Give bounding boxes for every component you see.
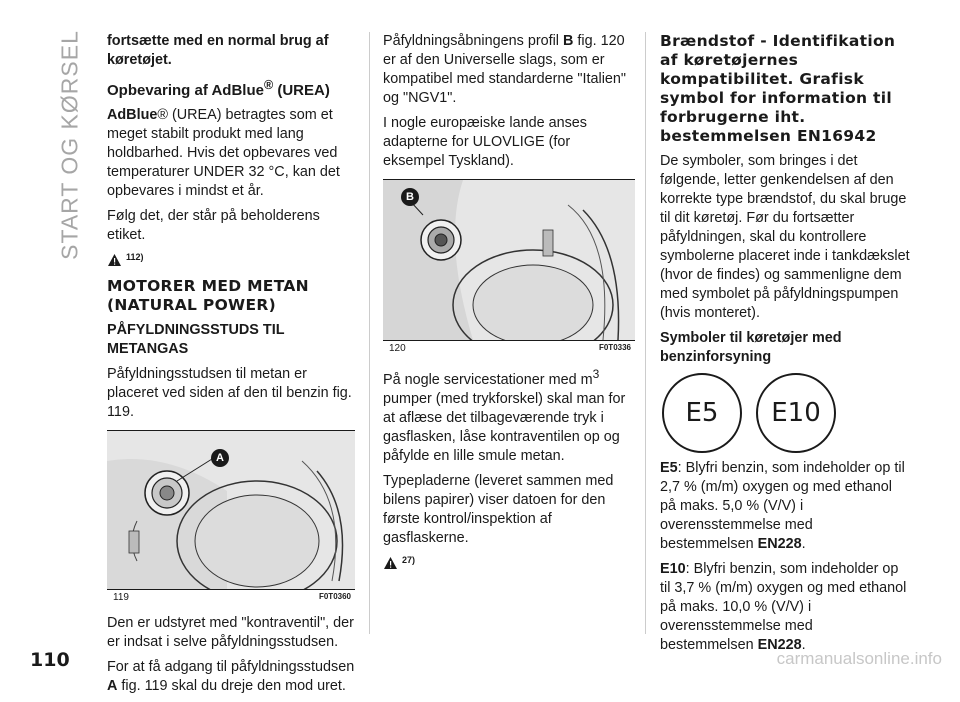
section-heading: MOTORER MED METAN (NATURAL POWER) bbox=[107, 277, 309, 314]
warning-reference bbox=[107, 251, 355, 267]
e5-symbol: E5 bbox=[662, 373, 742, 453]
figure-code: F0T0360 bbox=[318, 592, 351, 601]
column-3 bbox=[660, 32, 910, 661]
column-divider-1 bbox=[369, 32, 370, 634]
paragraph-symbols-intro: De symboler, som bringes i det følgende, letter genkendelsen af den korrekte type brændstof, du skal bruge til dit køretøj. Før du fortsætter påfyldningen, skal du kontrollere symbolerne placeret inde i tankdækslet (hvor de findes) og sammenligne dem med symbolet på påfyldningspumpen (hvis monteret). bbox=[660, 153, 910, 321]
figure-code: F0T0336 bbox=[598, 343, 631, 352]
sub-heading: PÅFYLDNINGSSTUDS TIL METANGAS bbox=[107, 322, 285, 357]
figure-119 bbox=[107, 430, 355, 603]
fuel-symbols-row bbox=[662, 373, 910, 453]
page-number: 110 bbox=[30, 649, 70, 671]
e10-description: E10: Blyfri benzin, som indeholder op til 3,7 % (m/m) oxygen og med ethanol på maks. 10,0 % (V/V) i overensstemmelse med bestemmelsen EN228. bbox=[660, 561, 907, 653]
fuel-identification-heading: Brændstof - Identifikation af køretøjernes kompatibilitet. Grafisk symbol for information til forbrugerne iht. bestemmelsen EN16942 bbox=[660, 32, 896, 145]
paragraph-1: Påfyldningsstudsen til metan er placeret ved siden af den til benzin fig. 119. bbox=[107, 366, 352, 420]
column-divider-2 bbox=[645, 32, 646, 634]
column-1 bbox=[107, 32, 355, 702]
fuel-flap-illustration bbox=[107, 431, 355, 589]
figure-120 bbox=[383, 179, 635, 354]
paragraph-pumps: På nogle servicestationer med $m^3$ pumper (med trykforskel) skal man for at aflæse det tilbageværende tryk i gasflasken, låse kontraventilen op og påfylde en lille smule metan. bbox=[383, 367, 626, 464]
adblue-paragraph: AdBlue® (UREA) betragtes som et meget stabilt produkt med lang holdbarhed. Hvis det opbevares ved temperaturer UNDER 32 °C, kan det opbevares i mindst et år. bbox=[107, 107, 340, 199]
follow-label-paragraph: Følg det, der står på beholderens etiket. bbox=[107, 208, 320, 243]
figure-number: 119 bbox=[113, 592, 129, 603]
paragraph-2: Den er udstyret med "kontraventil", der er indsat i selve påfyldningsstudsen. bbox=[107, 615, 354, 650]
section-side-tab bbox=[52, 30, 88, 260]
adblue-heading: Opbevaring af AdBlue® (UREA) bbox=[107, 78, 330, 99]
e10-symbol: E10 bbox=[756, 373, 836, 453]
intro-text: fortsætte med en normal brug af køretøjet. bbox=[107, 33, 329, 68]
e5-description: E5: Blyfri benzin, som indeholder op til 2,7 % (m/m) oxygen og med ethanol på maks. 5,0 % (V/V) i overensstemmelse med bestemmelsen EN228. bbox=[660, 460, 905, 552]
petrol-symbols-heading: Symboler til køretøjer med benzinforsyning bbox=[660, 330, 842, 365]
figure-callout-b: B bbox=[401, 188, 419, 206]
paragraph-3: For at få adgang til påfyldningsstudsen A fig. 119 skal du dreje den mod uret. bbox=[107, 659, 355, 694]
warning-triangle-icon bbox=[107, 253, 122, 267]
warning-triangle-icon bbox=[383, 556, 398, 570]
paragraph-adapters: I nogle europæiske lande anses adapterne for ULOVLIGE (for eksempel Tyskland). bbox=[383, 115, 588, 169]
column-2 bbox=[383, 32, 635, 578]
section-side-tab-label: START OG KØRSEL bbox=[56, 30, 83, 260]
figure-number: 120 bbox=[389, 343, 406, 354]
warning-ref-number: 27) bbox=[402, 554, 416, 565]
paragraph-profile: Påfyldningsåbningens profil B fig. 120 er af den Universelle slags, som er kompatibel med standarderne "Italien" og "NGV1". bbox=[383, 33, 627, 106]
warning-ref-number: 112) bbox=[126, 252, 144, 262]
watermark: carmanualsonline.info bbox=[776, 649, 942, 668]
paragraph-type-plates: Typepladerne (leveret sammen med bilens papirer) viser datoen for den første kontrol/inspektion af gasflaskerne. bbox=[383, 472, 614, 546]
warning-reference bbox=[383, 554, 635, 570]
figure-callout-a: A bbox=[211, 449, 229, 467]
fuel-nozzle-illustration bbox=[383, 180, 635, 340]
